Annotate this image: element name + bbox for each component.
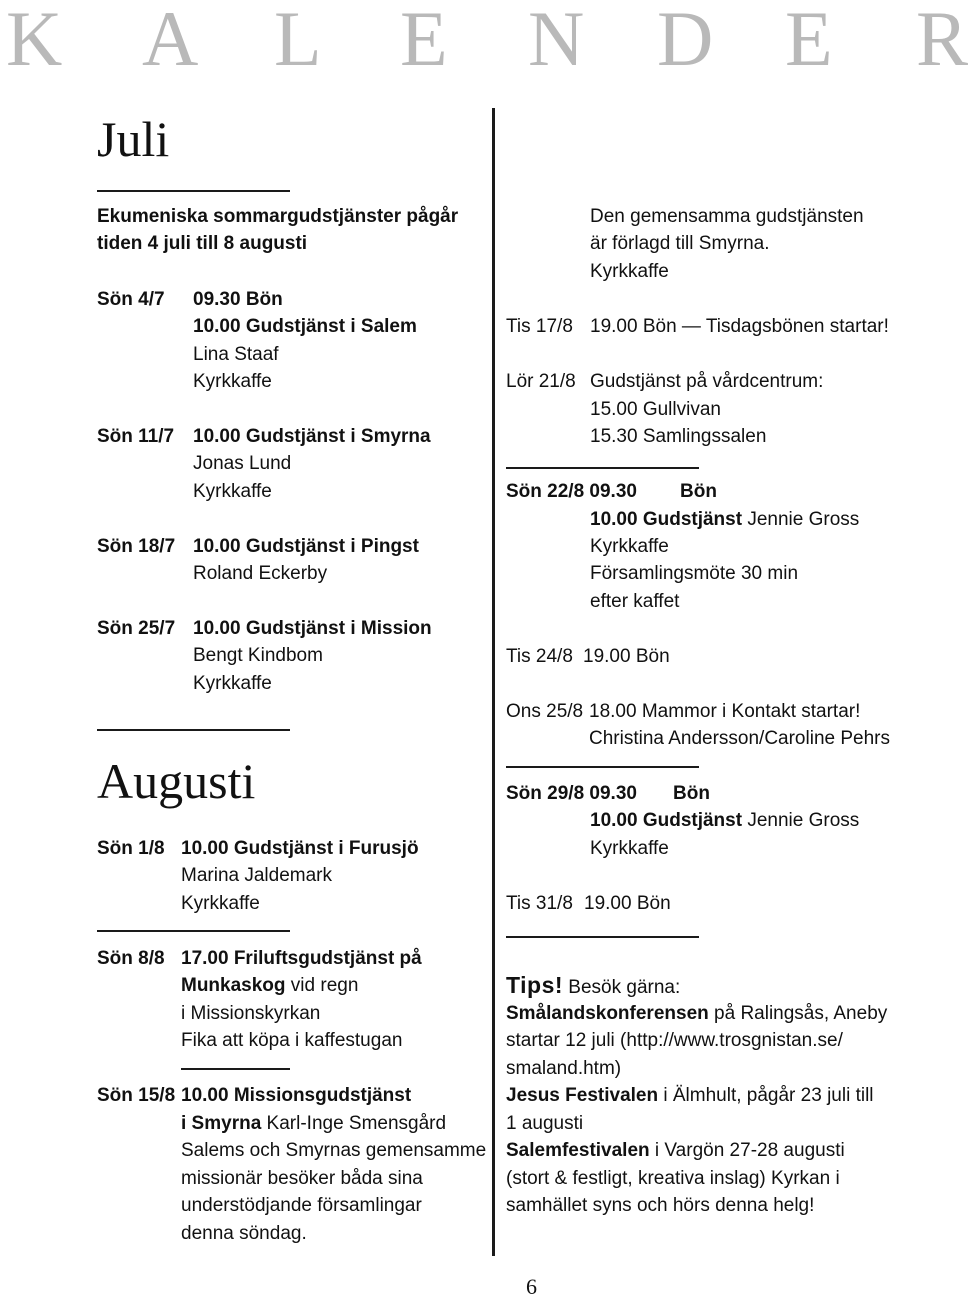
- tips-intro: Besök gärna:: [563, 977, 681, 998]
- banner-letter: L: [274, 0, 322, 82]
- location-name: i Smyrna: [181, 1113, 262, 1134]
- rule: [97, 930, 290, 932]
- event-date: Sön 11/7: [97, 426, 175, 447]
- event-date: Sön 22/8 09.30: [506, 481, 637, 502]
- event-note: Kyrkkaffe: [181, 893, 260, 914]
- tip-name: Smålandskonferensen: [506, 1003, 709, 1024]
- location-name: Munkaskog: [181, 975, 286, 996]
- tip-detail: i Älmhult, pågår 23 juli till: [658, 1085, 874, 1106]
- event-date: Tis 24/8: [506, 646, 573, 667]
- august-heading: Augusti: [97, 753, 256, 809]
- event-leader: Marina Jaldemark: [181, 865, 332, 886]
- rule: [506, 936, 699, 938]
- location-note: Karl-Inge Smensgård: [261, 1113, 447, 1134]
- event-title: 10.00 Gudstjänst i Salem: [193, 316, 417, 337]
- event-detail: denna söndag.: [181, 1223, 307, 1244]
- event-note: Kyrkkaffe: [193, 673, 272, 694]
- column-divider: [492, 108, 495, 1256]
- event-title: 19.00 Bön: [583, 646, 670, 667]
- tip-line: [506, 1137, 845, 1164]
- banner-letter: D: [657, 0, 714, 82]
- tip-line: startar 12 juli (http://www.trosgnistan.se/: [506, 1030, 843, 1051]
- event-detail: Fika att köpa i kaffestugan: [181, 1030, 403, 1051]
- event-location: [181, 972, 358, 999]
- tip-line: [506, 1000, 887, 1027]
- banner-letter: A: [142, 0, 199, 82]
- event-date: Sön 8/8: [97, 948, 165, 969]
- banner-letter: K: [6, 0, 63, 82]
- july-heading: Juli: [97, 111, 170, 167]
- event-time: 15.30 Samlingssalen: [590, 426, 767, 447]
- rule: [97, 190, 290, 192]
- event-time: 10.00 Gudstjänst: [590, 810, 743, 831]
- event-title: 17.00 Friluftsgudstjänst på: [181, 948, 422, 969]
- event-date: Tis 17/8: [506, 316, 573, 337]
- kalender-banner: [0, 0, 968, 84]
- event-title: 10.00 Gudstjänst i Pingst: [193, 536, 419, 557]
- tip-line: smaland.htm): [506, 1058, 622, 1079]
- tip-detail: på Ralingsås, Aneby: [708, 1003, 888, 1024]
- event-time: 15.00 Gullvivan: [590, 399, 721, 420]
- tips-heading: [506, 972, 680, 1001]
- event-detail: Salems och Smyrnas gemensamme: [181, 1140, 487, 1161]
- event-title: 19.00 Bön: [584, 893, 671, 914]
- banner-letter: N: [528, 0, 585, 82]
- event-detail: Christina Andersson/Caroline Pehrs: [589, 728, 890, 749]
- notice-line: Kyrkkaffe: [590, 261, 669, 282]
- banner-letter: E: [785, 0, 833, 82]
- tip-line: [506, 1082, 874, 1109]
- event-note: Kyrkkaffe: [193, 481, 272, 502]
- location-note: vid regn: [285, 975, 359, 996]
- event-detail: efter kaffet: [590, 591, 680, 612]
- event-title: Bön: [680, 481, 717, 502]
- banner-letter: E: [400, 0, 448, 82]
- banner-letter: R: [916, 0, 968, 82]
- event-note: Kyrkkaffe: [590, 838, 669, 859]
- intro-line: tiden 4 juli till 8 augusti: [97, 233, 308, 254]
- event-detail: understödjande församlingar: [181, 1195, 422, 1216]
- page-number: 6: [526, 1274, 537, 1299]
- event-leader: Jennie Gross: [742, 509, 860, 530]
- event-detail: i Missionskyrkan: [181, 1003, 321, 1024]
- event-title: Gudstjänst på vårdcentrum:: [590, 371, 824, 392]
- event-detail: Församlingsmöte 30 min: [590, 563, 799, 584]
- event-title: 18.00 Mammor i Kontakt startar!: [589, 701, 861, 722]
- event-date: Lör 21/8: [506, 371, 576, 392]
- event-title: 19.00 Bön — Tisdagsbönen startar!: [590, 316, 889, 337]
- intro-line: Ekumeniska sommargudstjänster pågår: [97, 206, 459, 227]
- event-date: Ons 25/8: [506, 701, 584, 722]
- event-leader: Lina Staaf: [193, 344, 279, 365]
- tips-label: Tips!: [506, 972, 564, 998]
- rule: [97, 729, 290, 731]
- notice-line: är förlagd till Smyrna.: [590, 233, 770, 254]
- event-date: Sön 1/8: [97, 838, 165, 859]
- event-leader: Roland Eckerby: [193, 563, 328, 584]
- event-title: [590, 506, 859, 533]
- event-time: 10.00 Gudstjänst: [590, 509, 743, 530]
- event-title: 10.00 Gudstjänst i Furusjö: [181, 838, 419, 859]
- event-date: Sön 25/7: [97, 618, 176, 639]
- event-location: [181, 1110, 446, 1137]
- event-date: Sön 15/8: [97, 1085, 176, 1106]
- event-time: 09.30 Bön: [193, 289, 283, 310]
- event-detail: missionär besöker båda sina: [181, 1168, 423, 1189]
- tip-line: samhället syns och hörs denna helg!: [506, 1195, 815, 1216]
- tip-line: (stort & festligt, kreativa inslag) Kyrkan i: [506, 1168, 840, 1189]
- event-date: Sön 29/8 09.30: [506, 783, 637, 804]
- rule: [506, 766, 699, 768]
- notice-line: Den gemensamma gudstjänsten: [590, 206, 864, 227]
- event-note: Kyrkkaffe: [193, 371, 272, 392]
- event-title: 10.00 Missionsgudstjänst: [181, 1085, 412, 1106]
- event-leader: Jennie Gross: [742, 810, 860, 831]
- tip-line: 1 augusti: [506, 1113, 584, 1134]
- event-note: Kyrkkaffe: [590, 536, 669, 557]
- tip-name: Salemfestivalen: [506, 1140, 650, 1161]
- rule: [506, 467, 699, 469]
- tip-name: Jesus Festivalen: [506, 1085, 659, 1106]
- event-title: Bön: [673, 783, 710, 804]
- event-title: 10.00 Gudstjänst i Smyrna: [193, 426, 431, 447]
- event-title: [590, 807, 859, 834]
- event-leader: Bengt Kindbom: [193, 645, 323, 666]
- event-title: 10.00 Gudstjänst i Mission: [193, 618, 432, 639]
- tip-detail: i Vargön 27-28 augusti: [649, 1140, 845, 1161]
- event-date: Sön 18/7: [97, 536, 176, 557]
- event-date: Tis 31/8: [506, 893, 573, 914]
- rule: [181, 1068, 290, 1070]
- event-date: Sön 4/7: [97, 289, 165, 310]
- event-leader: Jonas Lund: [193, 453, 292, 474]
